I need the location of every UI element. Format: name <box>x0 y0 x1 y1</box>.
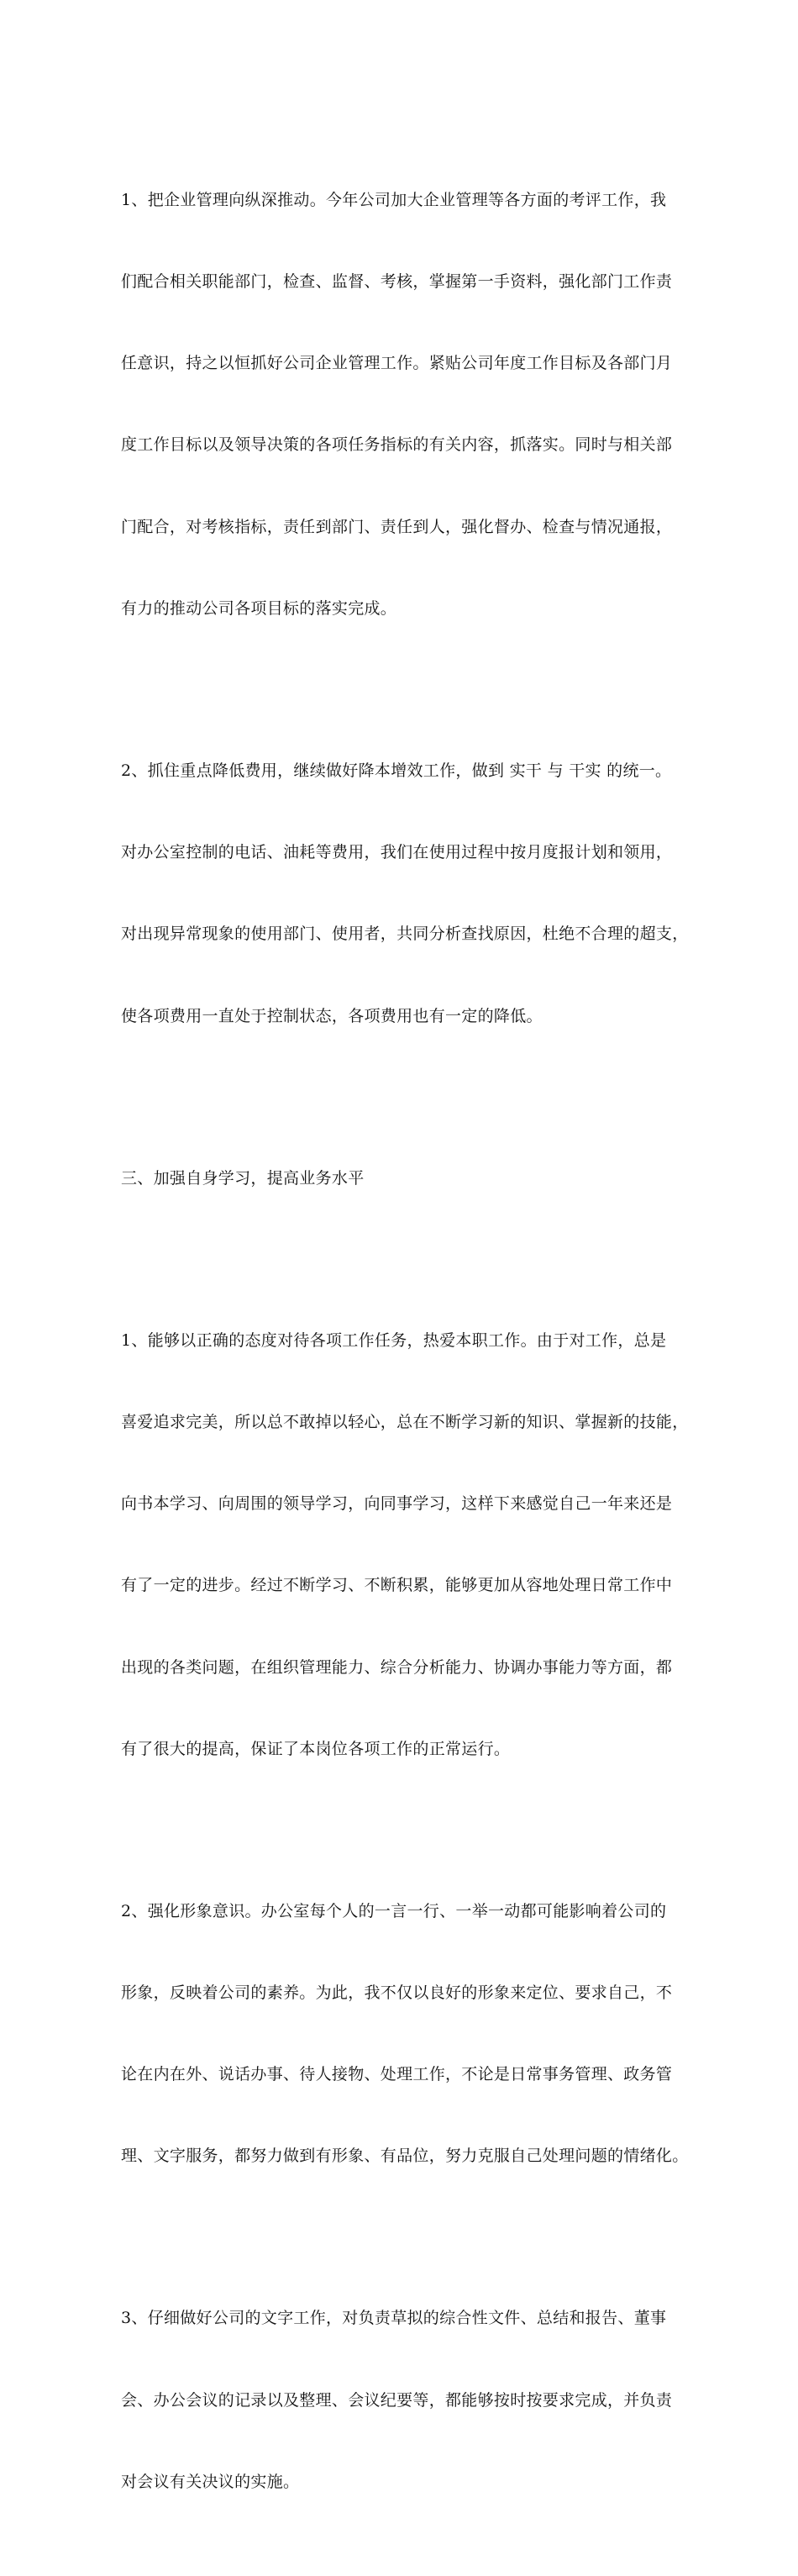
text-line: 有了一定的进步。经过不断学习、不断积累，能够更加从容地处理日常工作中 <box>121 1576 673 1595</box>
text-line: 有了很大的提高，保证了本岗位各项工作的正常运行。 <box>121 1739 511 1758</box>
text-line: 1、把企业管理向纵深推动。今年公司加大企业管理等各方面的考评工作，我 <box>121 190 667 209</box>
paragraph-work-attitude <box>121 1272 689 1817</box>
paragraph-document-work <box>121 2251 685 2550</box>
text-line: 2、强化形象意识。办公室每个人的一言一行、一举一动都可能影响着公司的 <box>121 1901 667 1920</box>
heading-line: 三、加强自身学习，提高业务水平 <box>121 1168 365 1188</box>
text-line: 形象，反映着公司的素养。为此，我不仅以良好的形象来定位、要求自己，不 <box>121 1983 673 2002</box>
paragraph-image-awareness <box>121 1843 689 2225</box>
text-line: 对办公室控制的电话、油耗等费用，我们在使用过程中按月度报计划和领用， <box>121 843 673 862</box>
text-line: 向书本学习、向周围的领导学习，向同事学习，这样下来感觉自己一年来还是 <box>121 1494 673 1514</box>
text-line: 会、办公会议的记录以及整理、会议纪要等，都能够按时按要求完成，并负责 <box>121 2390 673 2410</box>
text-line: 喜爱追求完美，所以总不敢掉以轻心，总在不断学习新的知识、掌握新的技能， <box>121 1412 689 1431</box>
text-line: 论在内在外、说话办事、待人接物、处理工作，不论是日常事务管理、政务管 <box>121 2065 673 2084</box>
text-line: 2、抓住重点降低费用，继续做好降本增效工作，做到 实干 与 干实 的统一。 <box>121 761 672 780</box>
text-line: 对会议有关决议的实施。 <box>121 2472 300 2491</box>
text-line: 出现的各类问题，在组织管理能力、综合分析能力、协调办事能力等方面，都 <box>121 1657 673 1677</box>
text-line: 理、文字服务，都努力做到有形象、有品位，努力克服自己处理问题的情绪化。 <box>121 2147 689 2166</box>
paragraph-cost-reduction <box>121 703 689 1084</box>
text-line: 们配合相关职能部门，检查、监督、考核，掌握第一手资料，强化部门工作责 <box>121 272 673 292</box>
section-heading-self-learning <box>121 1110 685 1246</box>
text-line: 度工作目标以及领导决策的各项任务指标的有关内容，抓落实。同时与相关部 <box>121 435 673 455</box>
document-body <box>121 132 689 2576</box>
text-line: 对出现异常现象的使用部门、使用者，共同分析查找原因，杜绝不合理的超支， <box>121 925 689 944</box>
text-line: 有力的推动公司各项目标的落实完成。 <box>121 598 397 618</box>
paragraph-enterprise-management <box>121 132 685 677</box>
text-line: 门配合，对考核指标，责任到部门、责任到人，强化督办、检查与情况通报， <box>121 517 673 536</box>
text-line: 3、仔细做好公司的文字工作，对负责草拟的综合性文件、总结和报告、董事 <box>121 2309 667 2328</box>
text-line: 1、能够以正确的态度对待各项工作任务，热爱本职工作。由于对工作，总是 <box>121 1330 667 1350</box>
text-line: 使各项费用一直处于控制状态，各项费用也有一定的降低。 <box>121 1006 543 1025</box>
text-line: 任意识，持之以恒抓好公司企业管理工作。紧贴公司年度工作目标及各部门月 <box>121 354 673 373</box>
